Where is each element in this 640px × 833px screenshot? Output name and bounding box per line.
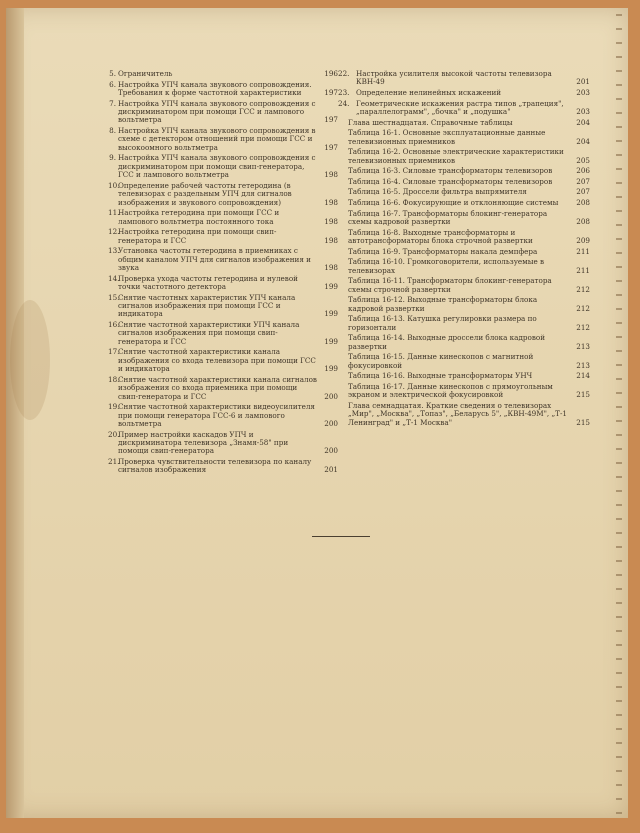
- toc-entry-page: 198: [324, 170, 338, 180]
- toc-entry-title: Настройка УПЧ канала звукового сопровождения в схеме с детектором отношений при помощи ГСС и высокоомного вольтметра: [118, 126, 316, 152]
- toc-entry-title: Глава шестнадцатая. Справочные таблицы: [348, 117, 513, 127]
- toc-entry-title: Таблица 16-8. Выходные трансформаторы и автотрансформаторы блока строчной развертки: [348, 227, 533, 245]
- toc-entry: [108, 402, 338, 429]
- toc-entry-title: Настройка гетеродина при помощи свип-генератора и ГСС: [118, 227, 277, 245]
- toc-entry-page: 208: [576, 216, 590, 226]
- toc-entry-page: 204: [576, 117, 590, 127]
- toc-entry-title: Настройка УПЧ канала звукового сопровождения с дискриминатором при помощи свип-генератора, ГСС и лампового вольтметра: [118, 153, 316, 180]
- toc-entry: [342, 178, 590, 186]
- toc-entry-title: Снятие частотной характеристики канала сигналов изображения со входа приемника при помощи свип-генератора и ГСС: [118, 374, 317, 401]
- toc-entry-title: Установка частоты гетеродина в приемниках с общим каналом УПЧ для сигналов изображения и звука: [118, 246, 311, 273]
- toc-entry-page: 204: [576, 136, 590, 146]
- toc-entry-number: 12.: [108, 227, 120, 237]
- toc-entry-page: 197: [324, 88, 338, 97]
- toc-entry: [342, 277, 590, 294]
- toc-entry-page: 200: [324, 391, 338, 401]
- toc-entry-page: 212: [576, 303, 590, 313]
- toc-entry-number: 6.: [109, 79, 116, 89]
- toc-entry-number: 21.: [108, 457, 120, 467]
- toc-entry-page: 215: [576, 390, 590, 400]
- toc-entry-title: Настройка УПЧ канала звукового сопровождения. Требования к форме частотной характеристики: [118, 79, 312, 97]
- toc-entry: [342, 334, 590, 351]
- toc-entry-title: Глава семнадцатая. Краткие сведения о телевизорах „Мир", „Москва", „Топаз", „Беларусь 5", „КВН-49М", „Т-1 Ленинград" и „Т-1 Москва": [348, 400, 567, 427]
- toc-entry-page: 200: [324, 419, 338, 429]
- toc-entry-page: 201: [324, 465, 338, 475]
- toc-entry-title: Снятие частотной характеристики УПЧ канала сигналов изображения при помощи свип-генератора и ГСС: [118, 320, 300, 346]
- toc-entry-page: 199: [324, 336, 338, 346]
- toc-entry-page: 196: [324, 69, 338, 78]
- toc-entry-number: 23.: [338, 88, 350, 97]
- toc-entry-number: 17.: [108, 347, 120, 357]
- toc-entry-page: 201: [576, 77, 590, 87]
- toc-entry: [342, 119, 590, 127]
- toc-entry-title: Проверка чувствительности телевизора по каналу сигналов изображения: [118, 457, 312, 475]
- paper-stain: [10, 300, 50, 420]
- toc-entry-page: 212: [576, 284, 590, 294]
- toc-entry-page: 213: [576, 360, 590, 370]
- toc-entry-page: 197: [324, 142, 338, 152]
- toc-entry-number: 18.: [108, 374, 120, 384]
- toc-entry-page: 203: [576, 107, 590, 116]
- toc-entry: [108, 292, 338, 319]
- toc-entry: [108, 273, 338, 292]
- toc-entry-page: 199: [324, 364, 338, 374]
- toc-entry: [342, 315, 590, 332]
- toc-entry-title: Настройка гетеродина при помощи ГСС и лампового вольтметра постоянного тока: [118, 208, 280, 226]
- toc-entry-page: 214: [576, 371, 590, 381]
- toc-entry-title: Таблица 16-6. Фокусирующие и отклоняющие системы: [348, 197, 559, 207]
- toc-entry-page: 207: [576, 187, 590, 197]
- toc-entry-number: 15.: [108, 292, 120, 302]
- toc-entry-page: 208: [576, 197, 590, 207]
- toc-entry: [109, 79, 338, 98]
- toc-entry: [342, 167, 590, 175]
- toc-entry: [109, 69, 338, 78]
- toc-entry-title: Таблица 16-15. Данные кинескопов с магнитной фокусировкой: [348, 352, 534, 370]
- toc-entry-title: Снятие частотной характеристики канала изображения со входа телевизора при помощи ГСС и индикатора: [118, 347, 316, 374]
- toc-entry-title: Геометрические искажения растра типов „трапеция", „параллелограмм", „бочка" и „подушка": [356, 98, 564, 116]
- toc-entry-page: 198: [324, 197, 338, 207]
- toc-entry-page: 207: [576, 176, 590, 186]
- toc-entry-title: Определение нелинейных искажений: [356, 88, 502, 97]
- toc-entry-number: 7.: [109, 98, 116, 108]
- toc-entry-page: 209: [576, 235, 590, 245]
- toc-entry-title: Таблица 16-11. Трансформаторы блокинг-генератора схемы строчной развертки: [348, 276, 552, 294]
- toc-entry-page: 205: [576, 155, 590, 165]
- toc-entry-page: 211: [576, 265, 590, 275]
- toc-entry-title: Таблица 16-14. Выходные дроссели блока кадровой развертки: [348, 333, 545, 351]
- toc-entry: [108, 320, 338, 346]
- toc-entry: [342, 129, 590, 146]
- toc-entry-page: 203: [576, 88, 590, 97]
- toc-entry-page: 206: [576, 166, 590, 176]
- toc-entry: [342, 402, 590, 427]
- toc-entry-title: Таблица 16-9. Трансформаторы накала демпфера: [348, 246, 538, 256]
- toc-entry-number: 10.: [108, 180, 120, 190]
- toc-right-column: [338, 69, 590, 429]
- toc-entry-page: 200: [324, 446, 338, 456]
- toc-entry: [342, 248, 590, 256]
- toc-entry: [108, 374, 338, 401]
- toc-entry-page: 215: [576, 417, 590, 427]
- toc-entry-title: Таблица 16-4. Силовые трансформаторы телевизоров: [348, 176, 553, 186]
- toc-entry: [338, 98, 590, 117]
- toc-entry: [342, 199, 590, 207]
- toc-entry-title: Снятие частотных характеристик УПЧ канала сигналов изображения при помощи ГСС и индикатора: [118, 292, 296, 319]
- toc-entry-title: Таблица 16-16. Выходные трансформаторы УНЧ: [348, 371, 533, 381]
- toc-entry-title: Настройка усилителя высокой частоты телевизора КВН-49: [356, 69, 552, 87]
- toc-entry: [109, 126, 338, 152]
- binding-stitches: [616, 14, 622, 814]
- toc-entry: [342, 353, 590, 370]
- toc-entry-title: Таблица 16-13. Катушка регулировки размера по горизонтали: [348, 314, 537, 332]
- toc-entry-title: Ограничитель: [118, 69, 173, 78]
- toc-entry-page: 198: [324, 235, 338, 245]
- toc-entry-title: Таблица 16-3. Силовые трансформаторы телевизоров: [348, 166, 553, 176]
- toc-entry: [108, 227, 338, 245]
- toc-entry-number: 19.: [108, 402, 120, 412]
- toc-entry: [109, 98, 338, 125]
- toc-entry: [342, 372, 590, 380]
- toc-entry: [342, 188, 590, 196]
- toc-entry-number: 5.: [109, 69, 116, 78]
- toc-entry: [342, 210, 590, 227]
- toc-entry-page: 211: [576, 246, 590, 256]
- toc-entry-title: Таблица 16-12. Выходные трансформаторы блока кадровой развертки: [348, 295, 538, 313]
- toc-entry-title: Настройка УПЧ канала звукового сопровождения с дискриминатором при помощи ГСС и лампового вольтметра: [118, 98, 316, 125]
- toc-entry: [342, 229, 590, 246]
- toc-entry-number: 22.: [338, 69, 350, 78]
- toc-entry-number: 20.: [108, 429, 120, 439]
- toc-entry-page: 198: [324, 263, 338, 273]
- toc-entry-number: 13.: [108, 246, 120, 256]
- toc-entry-title: Пример настройки каскадов УПЧ и дискриминатора телевизора „Знамя-58" при помощи свип-генератора: [118, 429, 289, 456]
- toc-entry: [108, 246, 338, 273]
- toc-entry: [108, 347, 338, 374]
- toc-entry: [338, 69, 590, 87]
- toc-entry: [108, 429, 338, 456]
- toc-entry: [108, 180, 338, 207]
- toc-entry-title: Снятие частотной характеристики видеоусилителя при помощи генератора ГСС-6 и лампового вольтметра: [118, 402, 315, 429]
- toc-entry-title: Определение рабочей частоты гетеродина (в телевизорах с раздельным УПЧ для сигналов изображения и звукового сопровождения): [118, 180, 292, 207]
- toc-entry-title: Таблица 16-7. Трансформаторы блокинг-генератора схемы кадровой развертки: [348, 208, 548, 226]
- toc-entry-number: 14.: [108, 273, 120, 283]
- toc-entry-title: Таблица 16-2. Основные электрические характеристики телевизионных приемников: [348, 147, 564, 165]
- toc-entry: [342, 383, 590, 400]
- toc-entry-page: 199: [324, 309, 338, 319]
- toc-entry: [109, 153, 338, 180]
- toc-entry-number: 11.: [108, 208, 120, 218]
- toc-entry-page: 198: [324, 216, 338, 226]
- toc-entry: [108, 457, 338, 475]
- toc-entry: [342, 296, 590, 313]
- toc-entry-number: 9.: [109, 153, 116, 163]
- toc-entry-number: 16.: [108, 320, 120, 330]
- toc-left-column: [108, 69, 338, 477]
- toc-entry: [338, 88, 590, 97]
- section-divider: [312, 536, 370, 537]
- toc-entry-title: Проверка ухода частоты гетеродина и нулевой точки частотного детектора: [118, 273, 298, 292]
- toc-entry-page: 199: [324, 282, 338, 292]
- toc-entry-page: 213: [576, 341, 590, 351]
- toc-entry: [342, 258, 590, 275]
- toc-entry-number: 24.: [338, 98, 350, 108]
- toc-entry-page: 212: [576, 322, 590, 332]
- toc-entry: [108, 208, 338, 226]
- toc-entry-number: 8.: [109, 126, 116, 135]
- toc-entry: [342, 148, 590, 165]
- toc-entry-title: Таблица 16-10. Громкоговорители, используемые в телевизорах: [348, 257, 545, 275]
- toc-entry-page: 197: [324, 115, 338, 125]
- toc-entry-title: Таблица 16-1. Основные эксплуатационные данные телевизионных приемников: [348, 128, 546, 146]
- toc-entry-title: Таблица 16-17. Данные кинескопов с прямоугольным экраном и электрической фокусировкой: [348, 381, 553, 400]
- toc-entry-title: Таблица 16-5. Дроссели фильтра выпрямителя: [348, 187, 527, 197]
